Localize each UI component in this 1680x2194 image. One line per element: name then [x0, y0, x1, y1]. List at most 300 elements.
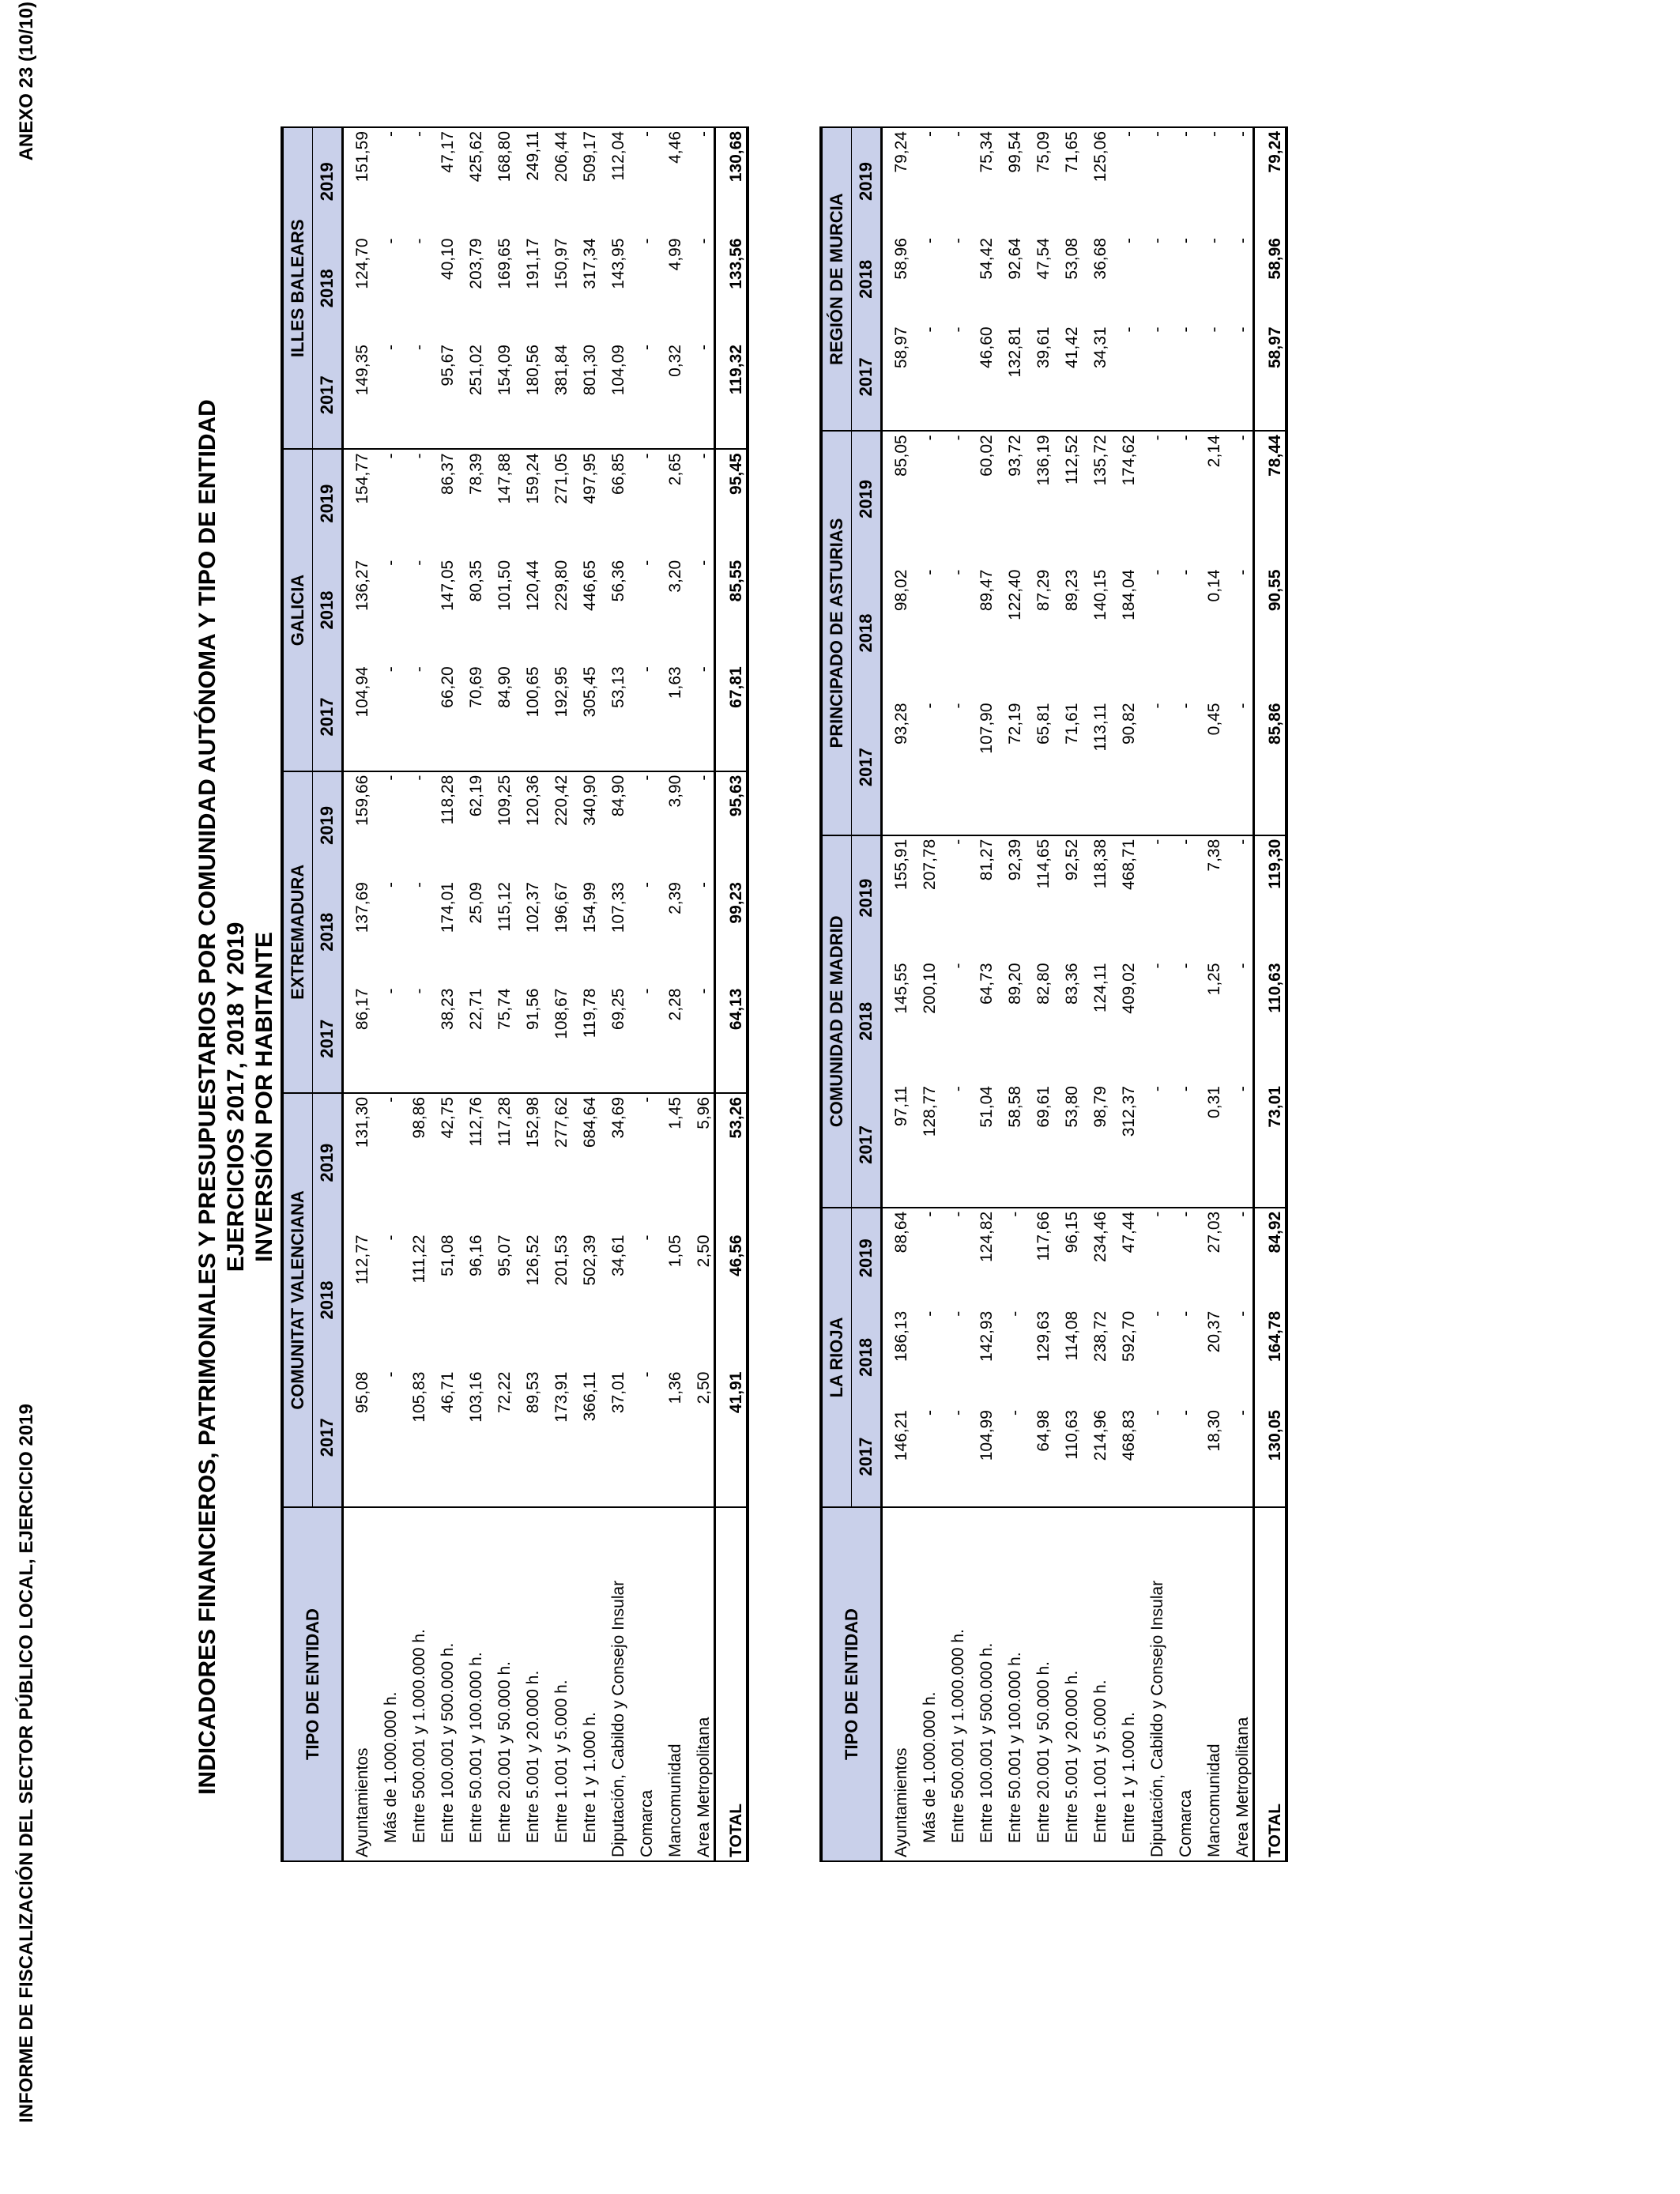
table-cell: 93,72	[996, 431, 1025, 566]
table-cell: 83,36	[1063, 963, 1081, 1005]
row-label: Entre 50.001 y 100.000 h.	[458, 1507, 486, 1861]
table-cell: -	[638, 988, 656, 994]
table-cell: -	[1234, 569, 1252, 575]
year-header: 2017	[852, 699, 882, 835]
row-label: Entre 100.001 y 500.000 h.	[968, 1507, 996, 1861]
table-cell: 312,37	[1120, 1086, 1138, 1137]
table-cell: -	[1120, 131, 1138, 137]
table-cell: 119,78	[581, 988, 599, 1039]
table-cell: -	[1139, 431, 1167, 566]
table-cell: 105,83	[410, 1371, 428, 1423]
table-cell: 117,66	[1025, 1208, 1053, 1308]
region-header: GALICIA	[282, 449, 313, 771]
table-cell: 229,80	[552, 560, 571, 611]
table-cell: 56,36	[609, 560, 627, 602]
total-cell: 64,13	[715, 986, 748, 1093]
table-row	[685, 127, 715, 1861]
table-cell: -	[911, 431, 940, 566]
table-cell: 89,23	[1063, 569, 1081, 612]
table-cell: 149,35	[353, 345, 371, 396]
table-cell: -	[1167, 835, 1196, 960]
row-label: Entre 1 y 1.000 h.	[1110, 1507, 1139, 1861]
table-cell: 114,08	[1063, 1310, 1081, 1361]
table-cell: 86,17	[353, 988, 371, 1031]
table-cell: 124,70	[353, 238, 371, 289]
indicator-table-1	[281, 126, 749, 1862]
table-cell: 114,65	[1025, 835, 1053, 960]
year-header: 2018	[313, 236, 343, 342]
table-cell: 115,12	[495, 882, 514, 932]
table-cell: -	[1148, 1410, 1166, 1416]
table-cell: 18,30	[1205, 1410, 1223, 1452]
table-cell: 207,78	[911, 835, 940, 960]
table-cell: 206,44	[552, 131, 571, 183]
table-cell: 425,62	[467, 131, 485, 183]
table-cell: 53,13	[609, 666, 627, 708]
table-cell: 234,46	[1082, 1208, 1110, 1308]
table-cell: 124,82	[968, 1208, 996, 1308]
table-cell: 592,70	[1120, 1310, 1138, 1362]
table-cell: -	[382, 238, 400, 244]
total-cell: 110,63	[1254, 959, 1287, 1083]
table-cell: -	[1205, 238, 1223, 244]
table-cell: -	[1139, 1208, 1167, 1308]
table-cell: -	[1120, 326, 1138, 333]
table-cell: 0,31	[1205, 1086, 1223, 1118]
table-cell: -	[949, 1310, 967, 1317]
table-cell: -	[1177, 1410, 1195, 1416]
table-cell: -	[921, 703, 939, 709]
table-cell: 72,22	[495, 1371, 514, 1414]
table-cell: -	[638, 1371, 656, 1378]
table-cell: 20,37	[1205, 1310, 1223, 1353]
table-cell: 81,27	[968, 835, 996, 960]
table-cell: 0,14	[1205, 569, 1223, 602]
total-cell: 164,78	[1254, 1308, 1287, 1407]
table-cell: -	[382, 131, 400, 137]
table-row	[1167, 127, 1196, 1861]
table-cell: 159,66	[343, 771, 373, 879]
table-cell: 95,07	[495, 1235, 514, 1276]
table-cell: -	[1234, 131, 1252, 137]
table-cell: -	[1234, 1410, 1252, 1416]
table-cell: 97,11	[892, 1086, 910, 1127]
table-cell: -	[410, 988, 428, 994]
table-cell: 36,68	[1091, 238, 1109, 280]
table-cell: -	[940, 1208, 968, 1308]
table-cell: 191,17	[524, 238, 542, 289]
table-cell: -	[940, 835, 968, 960]
table-cell: 41,42	[1063, 326, 1081, 368]
table-row	[600, 127, 628, 1861]
total-cell: 58,96	[1254, 235, 1287, 323]
table-cell: 113,11	[1091, 703, 1109, 752]
total-cell: 130,05	[1254, 1407, 1287, 1507]
entity-type-header: TIPO DE ENTIDAD	[282, 1507, 343, 1861]
table-row	[372, 127, 401, 1861]
table-cell: 62,19	[458, 771, 486, 879]
year-header: 2017	[852, 1407, 882, 1507]
total-cell: 133,56	[715, 236, 748, 342]
table-cell: -	[638, 1235, 656, 1241]
table-row	[882, 127, 912, 1861]
row-label: Entre 1 y 1.000 h.	[571, 1507, 600, 1861]
table-cell: 192,95	[552, 666, 571, 718]
table-row	[543, 127, 571, 1861]
year-header: 2017	[852, 323, 882, 431]
table-cell: 34,69	[600, 1093, 628, 1232]
total-cell: 95,63	[715, 771, 748, 879]
table-cell: 84,90	[495, 666, 514, 708]
table-cell: -	[921, 1310, 939, 1317]
total-label: TOTAL	[1254, 1507, 1287, 1861]
year-header: 2018	[313, 1231, 343, 1368]
table-cell: -	[1234, 963, 1252, 969]
region-header: ILLES BALEARS	[282, 127, 313, 449]
table-cell: -	[382, 1235, 400, 1241]
entity-type-header: TIPO DE ENTIDAD	[821, 1507, 882, 1861]
year-header: 2018	[852, 1308, 882, 1407]
table-row	[628, 127, 657, 1861]
table-cell: 92,64	[1006, 238, 1024, 280]
table-cell: -	[1224, 431, 1254, 566]
table-cell: 118,38	[1082, 835, 1110, 960]
table-cell: 271,05	[543, 449, 571, 556]
table-cell: 37,01	[609, 1371, 627, 1414]
table-cell: 46,71	[439, 1371, 457, 1414]
row-label: Entre 1.001 y 5.000 h.	[1082, 1507, 1110, 1861]
table-cell: 220,42	[543, 771, 571, 879]
table-cell: 98,86	[401, 1093, 429, 1232]
table-cell: -	[695, 560, 713, 566]
table-cell: -	[1148, 326, 1166, 333]
table-cell: 173,91	[552, 1371, 571, 1423]
table-cell: 96,16	[467, 1235, 485, 1276]
table-cell: 201,53	[552, 1235, 571, 1286]
table-cell: 154,99	[581, 882, 599, 933]
table-cell: 2,65	[657, 449, 685, 556]
table-cell: -	[921, 569, 939, 575]
table-cell: -	[1148, 238, 1166, 244]
region-header: EXTREMADURA	[282, 771, 313, 1093]
table-cell: -	[638, 666, 656, 673]
page-subtitle-indicator: INVERSIÓN POR HABITANTE	[251, 932, 277, 1262]
table-cell: 95,67	[439, 345, 457, 386]
table-cell: -	[949, 1410, 967, 1416]
table-cell: 128,77	[921, 1086, 939, 1137]
table-cell: 109,25	[486, 771, 514, 879]
table-cell: -	[1148, 1310, 1166, 1317]
table-cell: 1,45	[657, 1093, 685, 1232]
table-cell: 95,08	[353, 1371, 371, 1414]
table-cell: 2,50	[695, 1235, 713, 1268]
table-cell: 99,54	[1006, 131, 1024, 173]
total-cell: 85,55	[715, 557, 748, 664]
table-cell: 4,46	[666, 131, 684, 164]
table-cell: 34,31	[1091, 326, 1109, 368]
total-cell: 84,92	[1254, 1208, 1287, 1308]
table-cell: -	[695, 131, 713, 137]
table-cell: 27,03	[1196, 1208, 1224, 1308]
table-cell: 340,90	[571, 771, 600, 879]
row-label: Más de 1.000.000 h.	[372, 1507, 401, 1861]
table-row	[343, 127, 373, 1861]
row-label: Comarca	[628, 1507, 657, 1861]
row-label: Entre 500.001 y 1.000.000 h.	[401, 1507, 429, 1861]
table-cell: 147,88	[486, 449, 514, 556]
table-cell: 86,37	[429, 449, 458, 556]
table-cell: 72,19	[1006, 703, 1024, 745]
table-cell: 53,08	[1063, 238, 1081, 280]
table-cell: 502,39	[581, 1235, 599, 1286]
table-cell: -	[638, 345, 656, 351]
year-header: 2018	[852, 567, 882, 700]
table-cell: -	[1205, 131, 1223, 137]
table-cell: 107,33	[609, 882, 627, 933]
year-header: 2019	[313, 127, 343, 236]
table-cell: 103,16	[467, 1371, 485, 1423]
table-cell: 111,22	[410, 1235, 428, 1284]
year-header: 2019	[852, 127, 882, 235]
table-row	[514, 127, 543, 1861]
table-cell: 89,47	[977, 569, 996, 612]
table-cell: -	[1224, 1208, 1254, 1308]
table-cell: 366,11	[581, 1371, 599, 1422]
table-cell: 98,79	[1091, 1086, 1109, 1128]
total-cell: 130,68	[715, 127, 748, 236]
table-cell: 96,15	[1053, 1208, 1082, 1308]
table-cell: 51,08	[439, 1235, 457, 1276]
table-cell: 2,50	[695, 1371, 713, 1404]
table-cell: 101,50	[495, 560, 514, 611]
table-cell: 0,45	[1205, 703, 1223, 736]
table-row	[1224, 127, 1254, 1861]
table-cell: -	[1177, 1310, 1195, 1317]
row-label: Ayuntamientos	[882, 1507, 912, 1861]
table-cell: -	[638, 238, 656, 244]
table-cell: 71,65	[1063, 131, 1081, 173]
table-cell: 69,25	[609, 988, 627, 1031]
total-cell: 90,55	[1254, 567, 1287, 700]
table-cell: 53,80	[1063, 1086, 1081, 1128]
total-label: TOTAL	[715, 1507, 748, 1861]
table-cell: 58,58	[1006, 1086, 1024, 1128]
table-cell: 112,76	[458, 1093, 486, 1232]
row-label: Diputación, Cabildo y Consejo Insular	[1139, 1507, 1167, 1861]
table-cell: 65,81	[1034, 703, 1053, 745]
row-label: Entre 500.001 y 1.000.000 h.	[940, 1507, 968, 1861]
table-row	[1082, 127, 1110, 1861]
row-label: Entre 5.001 y 20.000 h.	[514, 1507, 543, 1861]
table-cell: -	[1234, 326, 1252, 333]
total-cell: 53,26	[715, 1093, 748, 1232]
table-cell: 38,23	[439, 988, 457, 1031]
table-cell: 126,52	[524, 1235, 542, 1286]
row-label: Diputación, Cabildo y Consejo Insular	[600, 1507, 628, 1861]
indicator-table-2	[819, 126, 1288, 1862]
table-cell: 98,02	[892, 569, 910, 612]
table-cell: -	[695, 882, 713, 888]
table-cell: -	[372, 1093, 401, 1232]
table-cell: -	[1148, 131, 1166, 137]
table-cell: -	[1148, 703, 1166, 709]
table-cell: 40,10	[439, 238, 457, 281]
table-cell: -	[410, 560, 428, 566]
table-row	[1139, 127, 1167, 1861]
table-cell: -	[628, 1093, 657, 1232]
table-cell: -	[921, 1410, 939, 1416]
table-cell: -	[1148, 569, 1166, 575]
table-cell: 89,53	[524, 1371, 542, 1414]
row-label: Entre 20.001 y 50.000 h.	[486, 1507, 514, 1861]
table-cell: 174,62	[1110, 431, 1139, 566]
table-cell: -	[401, 449, 429, 556]
table-cell: -	[911, 1208, 940, 1308]
table-row	[1196, 127, 1224, 1861]
table-cell: -	[401, 771, 429, 879]
table-cell: -	[996, 1208, 1025, 1308]
table-cell: 58,96	[892, 238, 910, 280]
table-row	[1025, 127, 1053, 1861]
table-cell: 1,63	[666, 666, 684, 699]
table-cell: -	[949, 326, 967, 333]
table-cell: 2,28	[666, 988, 684, 1021]
table-cell: 64,73	[977, 963, 996, 1005]
table-cell: 238,72	[1091, 1310, 1109, 1362]
table-cell: 75,74	[495, 988, 514, 1031]
table-cell: 92,39	[996, 835, 1025, 960]
table-cell: -	[1177, 569, 1195, 575]
table-cell: 47,17	[439, 131, 457, 173]
table-cell: 155,91	[882, 835, 912, 960]
table-cell: 5,96	[685, 1093, 715, 1232]
page-subtitle: EJERCICIOS 2017, 2018 Y 2019	[223, 922, 249, 1272]
table-cell: -	[382, 1371, 400, 1378]
table-cell: 107,90	[977, 703, 996, 754]
row-label: Entre 100.001 y 500.000 h.	[429, 1507, 458, 1861]
table-row	[968, 127, 996, 1861]
total-cell: 79,24	[1254, 127, 1287, 235]
table-row	[486, 127, 514, 1861]
table-cell: 91,56	[524, 988, 542, 1031]
table-cell: 381,84	[552, 345, 571, 396]
table-row	[458, 127, 486, 1861]
table-cell: 100,65	[524, 666, 542, 718]
table-cell: -	[372, 771, 401, 879]
row-label: Area Metropolitana	[685, 1507, 715, 1861]
table-cell: 92,52	[1053, 835, 1082, 960]
row-label: Entre 5.001 y 20.000 h.	[1053, 1507, 1082, 1861]
table-cell: 317,34	[581, 238, 599, 289]
region-header: COMUNITAT VALENCIANA	[282, 1093, 313, 1507]
table-cell: -	[382, 882, 400, 888]
table-cell: 684,64	[571, 1093, 600, 1232]
table-cell: -	[1205, 326, 1223, 333]
table-cell: -	[1177, 963, 1195, 969]
table-cell: -	[1224, 835, 1254, 960]
table-cell: 87,29	[1034, 569, 1053, 612]
table-cell: 90,82	[1120, 703, 1138, 745]
table-cell: 154,09	[495, 345, 514, 396]
table-cell: 82,80	[1034, 963, 1053, 1005]
row-label: Mancomunidad	[1196, 1507, 1224, 1861]
table-cell: 497,95	[571, 449, 600, 556]
table-cell: -	[628, 449, 657, 556]
table-cell: -	[940, 431, 968, 566]
table-cell: 110,63	[1063, 1410, 1081, 1460]
table-cell: 446,65	[581, 560, 599, 611]
table-cell: 180,56	[524, 345, 542, 396]
table-cell: -	[695, 345, 713, 351]
table-cell: -	[1177, 1086, 1195, 1092]
table-cell: 85,05	[882, 431, 912, 566]
table-cell: -	[382, 666, 400, 673]
table-cell: 1,36	[666, 1371, 684, 1404]
table-cell: 22,71	[467, 988, 485, 1031]
year-header: 2019	[313, 771, 343, 879]
table-cell: -	[921, 326, 939, 333]
table-cell: 46,60	[977, 326, 996, 368]
table-cell: -	[1148, 963, 1166, 969]
table-cell: -	[949, 963, 967, 969]
page-title: INDICADORES FINANCIEROS, PATRIMONIALES Y PRESUPUESTARIOS POR COMUNIDAD AUTÓNOMA Y TIPO DE ENTIDAD	[194, 399, 220, 1795]
table-cell: -	[410, 238, 428, 244]
table-cell: -	[1006, 1410, 1024, 1416]
table-cell: 93,28	[892, 703, 910, 745]
table-cell: 47,44	[1110, 1208, 1139, 1308]
table-cell: 2,39	[666, 882, 684, 914]
table-cell: 75,34	[977, 131, 996, 173]
table-cell: 214,96	[1091, 1410, 1109, 1461]
table-cell: -	[921, 131, 939, 137]
table-cell: -	[638, 882, 656, 888]
table-cell: 66,85	[600, 449, 628, 556]
table-cell: -	[638, 560, 656, 566]
table-cell: -	[1177, 703, 1195, 709]
table-row	[1053, 127, 1082, 1861]
table-cell: -	[1139, 835, 1167, 960]
table-cell: 203,79	[467, 238, 485, 289]
table-cell: 159,24	[514, 449, 543, 556]
table-cell: -	[695, 238, 713, 244]
total-cell: 95,45	[715, 449, 748, 556]
row-label: Entre 1.001 y 5.000 h.	[543, 1507, 571, 1861]
table-cell: 112,04	[609, 131, 627, 181]
table-row	[657, 127, 685, 1861]
table-cell: 145,55	[892, 963, 910, 1014]
table-cell: 140,15	[1091, 569, 1109, 620]
table-row	[1110, 127, 1139, 1861]
table-cell: -	[372, 449, 401, 556]
table-cell: 801,30	[581, 345, 599, 396]
total-row	[1254, 127, 1287, 1861]
table-cell: 132,81	[1006, 326, 1024, 378]
table-cell: 120,36	[514, 771, 543, 879]
table-cell: 200,10	[921, 963, 939, 1014]
row-label: Mancomunidad	[657, 1507, 685, 1861]
table-cell: -	[1177, 326, 1195, 333]
table-cell: 277,62	[543, 1093, 571, 1232]
year-header: 2018	[313, 557, 343, 664]
table-cell: -	[1177, 131, 1195, 137]
table-cell: 305,45	[581, 666, 599, 718]
table-row	[429, 127, 458, 1861]
table-cell: -	[1120, 238, 1138, 244]
table-cell: 1,05	[666, 1235, 684, 1268]
table-cell: -	[1177, 238, 1195, 244]
table-row	[911, 127, 940, 1861]
total-cell: 119,32	[715, 341, 748, 449]
